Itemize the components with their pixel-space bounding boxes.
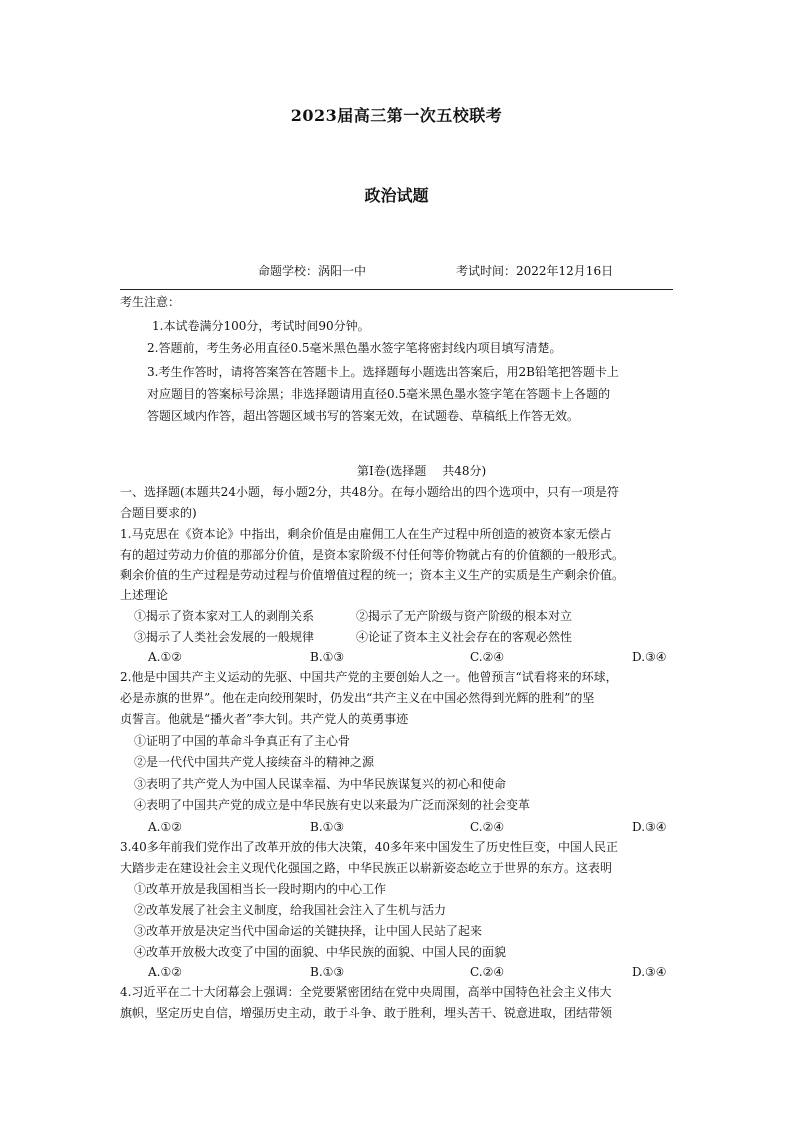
answer-choice-b: B.①③ <box>310 965 345 979</box>
option-4: ④论证了资本主义社会存在的客观必然性 <box>356 630 573 644</box>
notice-heading: 考生注意： <box>120 295 181 309</box>
answer-choice-d: D.③④ <box>632 820 667 834</box>
question-text: 3.40多年前我们党作出了改革开放的伟大决策，40多年来中国发生了历史性巨变，中国人民正 <box>120 840 618 854</box>
question-text: 1.马克思在《资本论》中指出，剩余价值是由雇佣工人在生产过程中所创造的被资本家无偿占 <box>120 527 612 541</box>
answer-choice-c: C.②④ <box>470 650 505 664</box>
option-4: ④表明了中国共产党的成立是中华民族有史以来最为广泛而深刻的社会变革 <box>134 798 531 812</box>
question-text: 大踏步走在建设社会主义现代化强国之路，中华民族正以崭新姿态屹立于世界的东方。这表明 <box>120 861 613 875</box>
section-intro: 合题目要求的) <box>120 506 197 520</box>
option-3: ③表明了共产党人为中国人民谋幸福、为中华民族谋复兴的初心和使命 <box>134 777 507 791</box>
question-text: 剩余价值的生产过程是劳动过程与价值增值过程的统一；资本主义生产的实质是生产剩余价值。 <box>120 568 625 582</box>
option-2: ②是一代代中国共产党人接续奋斗的精神之源 <box>134 755 375 769</box>
option-1: ①揭示了资本家对工人的剥削关系 <box>134 609 315 623</box>
answer-choice-d: D.③④ <box>632 650 667 664</box>
exam-title: 2023届高三第一次五校联考 <box>290 106 503 125</box>
option-4: ④改革开放极大改变了中国的面貌、中华民族的面貌、中国人民的面貌 <box>134 945 507 959</box>
answer-choice-b: B.①③ <box>310 820 345 834</box>
option-2: ②改革发展了社会主义制度，给我国社会注入了生机与活力 <box>134 903 447 917</box>
notice-item: 对应题目的答案标号涂黑；非选择题请用直径0.5毫米黑色墨水签字笔在答题卡上各题的 <box>147 387 611 401</box>
header-divider <box>120 289 673 290</box>
question-text: 贞誓言。他就是“播火者”李大钊。共产党人的英勇事迹 <box>120 712 409 726</box>
option-3: ③揭示了人类社会发展的一般规律 <box>134 630 315 644</box>
question-text: 有的超过劳动力价值的那部分价值，是资本家阶级不付任何等价物就占有的价值额的一般形式。 <box>120 548 625 562</box>
question-text: 旗帜，坚定历史自信，增强历史主动，敢于斗争、敢于胜利，埋头苦干、锐意进取，团结带领 <box>120 1006 613 1020</box>
subject-title: 政治试题 <box>364 186 429 205</box>
question-text: 2.他是中国共产主义运动的先驱、中国共产党的主要创始人之一。他曾预言“试看将来的环球， <box>120 670 618 684</box>
answer-choice-d: D.③④ <box>632 965 667 979</box>
question-text: 必是赤旗的世界”。他在走向绞刑架时，仍发出“共产主义在中国必然得到光辉的胜利”的坚 <box>120 691 595 705</box>
answer-choice-a: A.①② <box>148 965 182 979</box>
option-2: ②揭示了无产阶级与资产阶级的根本对立 <box>356 609 573 623</box>
question-text: 上述理论 <box>120 588 169 602</box>
question-text: 4.习近平在二十大闭幕会上强调：全党要紧密团结在党中央周围，高举中国特色社会主义伟大 <box>120 985 612 999</box>
section-intro: 一、选择题(本题共24小题，每小题2分，共48分。在每小题给出的四个选项中，只有一项是符 <box>120 485 619 499</box>
answer-choice-c: C.②④ <box>470 820 505 834</box>
answer-choice-a: A.①② <box>148 650 182 664</box>
notice-item: 答题区域内作答，超出答题区域书写的答案无效，在试题卷、草稿纸上作答无效。 <box>147 409 580 423</box>
notice-item: 2.答题前，考生务必用直径0.5毫米黑色墨水签字笔将密封线内项目填写清楚。 <box>147 341 562 355</box>
option-1: ①证明了中国的革命斗争真正有了主心骨 <box>134 734 351 748</box>
answer-choice-c: C.②④ <box>470 965 505 979</box>
exam-time: 考试时间：2022年12月16日 <box>456 264 614 278</box>
option-1: ①改革开放是我国相当长一段时期内的中心工作 <box>134 882 387 896</box>
answer-choice-a: A.①② <box>148 820 182 834</box>
proposing-school: 命题学校：涡阳一中 <box>258 264 367 278</box>
section-title: 第Ⅰ卷(选择题 共48分) <box>357 464 487 478</box>
notice-item: 1.本试卷满分100分，考试时间90分钟。 <box>152 319 370 333</box>
notice-item: 3.考生作答时，请将答案答在答题卡上。选择题每小题选出答案后，用2B铅笔把答题卡上 <box>147 365 619 379</box>
option-3: ③改革开放是决定当代中国命运的关键抉择，让中国人民站了起来 <box>134 924 483 938</box>
answer-choice-b: B.①③ <box>310 650 345 664</box>
